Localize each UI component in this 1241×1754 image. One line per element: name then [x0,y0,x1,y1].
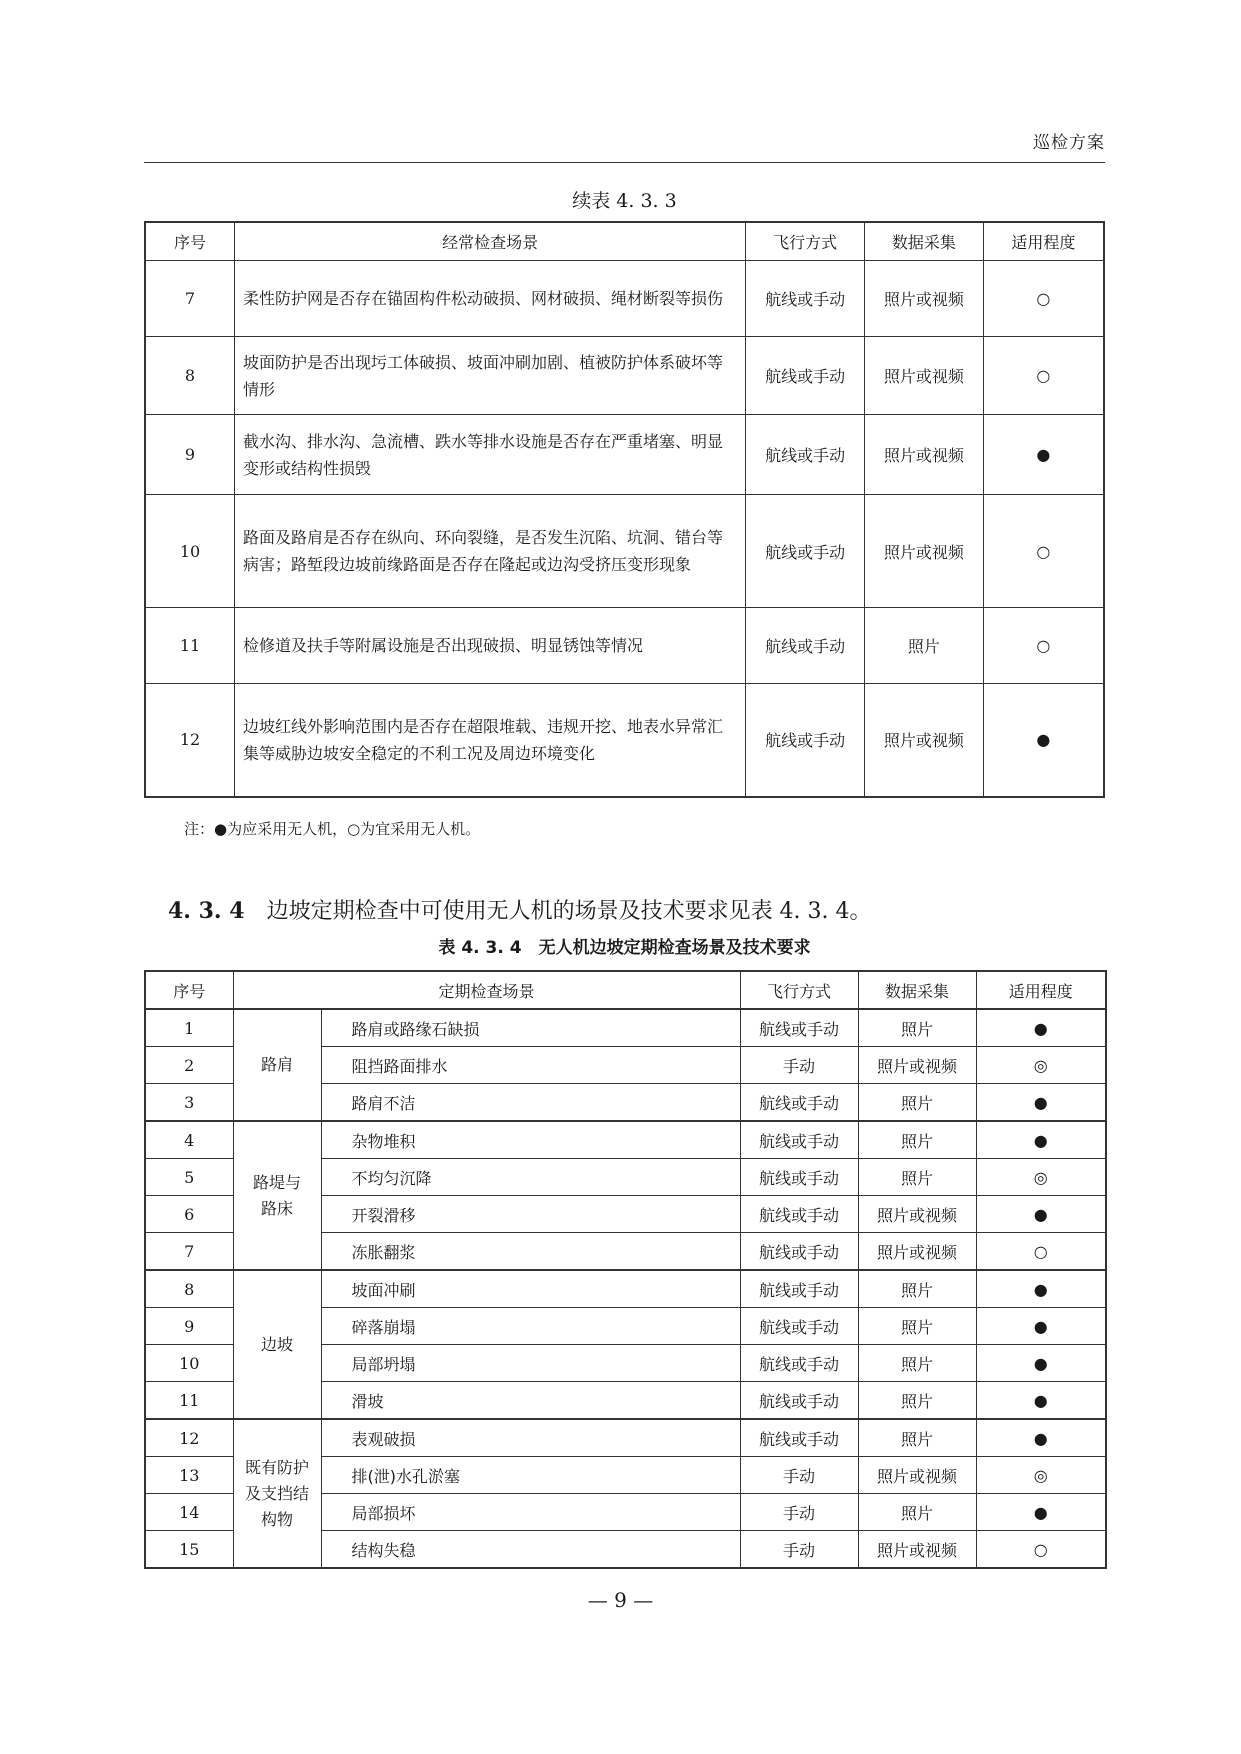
table1 [144,221,1105,798]
flight-mode: 手动 [740,1047,858,1084]
row-number: 2 [145,1047,233,1084]
flight-mode: 航线或手动 [746,608,865,684]
table-row [145,1121,1106,1159]
row-number: 10 [145,1345,233,1382]
flight-mode: 航线或手动 [740,1084,858,1122]
scene-description: 边坡红线外影响范围内是否存在超限堆载、违规开挖、地表水异常汇集等威胁边坡安全稳定的不利工况及周边环境变化 [235,684,746,797]
flight-mode: 航线或手动 [746,415,865,495]
table2 [144,970,1107,1569]
inspection-item: 局部坍塌 [321,1345,740,1382]
flight-mode: 航线或手动 [740,1419,858,1457]
table1-header-cell: 经常检查场景 [235,222,746,261]
applicability-symbol: ● [976,1419,1106,1457]
page-number: — 9 — [587,1588,654,1612]
scene-description: 路面及路肩是否存在纵向、环向裂缝，是否发生沉陷、坑洞、错台等病害；路堑段边坡前缘路面是否存在隆起或边沟受挤压变形现象 [235,495,746,608]
flight-mode: 手动 [740,1457,858,1494]
table-row [145,261,1104,337]
flight-mode: 航线或手动 [740,1308,858,1345]
table-row [145,684,1104,797]
data-collection: 照片 [858,1009,976,1047]
flight-mode: 航线或手动 [740,1382,858,1420]
row-number: 12 [145,1419,233,1457]
applicability-symbol: ○ [983,261,1104,337]
table-row [145,1009,1106,1047]
inspection-item: 不均匀沉降 [321,1159,740,1196]
inspection-item: 碎落崩塌 [321,1308,740,1345]
section-heading [168,894,872,925]
row-number: 9 [145,415,235,495]
table-row [145,1419,1106,1457]
data-collection: 照片 [858,1345,976,1382]
row-number: 8 [145,337,235,415]
applicability-symbol: ● [976,1196,1106,1233]
table-row [145,608,1104,684]
applicability-symbol: ● [976,1009,1106,1047]
flight-mode: 手动 [740,1531,858,1569]
flight-mode: 航线或手动 [746,684,865,797]
inspection-item: 路肩或路缘石缺损 [321,1009,740,1047]
flight-mode: 航线或手动 [740,1009,858,1047]
applicability-symbol: ● [976,1121,1106,1159]
section-text: 边坡定期检查中可使用无人机的场景及技术要求见表 4. 3. 4。 [266,899,872,924]
table2-header-cell: 适用程度 [976,971,1106,1009]
row-number: 10 [145,495,235,608]
row-number: 15 [145,1531,233,1569]
row-number: 11 [145,1382,233,1420]
running-header: 巡检方案 [1033,133,1105,153]
data-collection: 照片 [858,1270,976,1308]
inspection-item: 坡面冲刷 [321,1270,740,1308]
applicability-symbol: ◎ [976,1457,1106,1494]
group-label: 既有防护及支挡结构物 [233,1419,321,1568]
data-collection: 照片或视频 [865,684,984,797]
flight-mode: 手动 [740,1494,858,1531]
data-collection: 照片或视频 [858,1233,976,1271]
data-collection: 照片或视频 [858,1196,976,1233]
row-number: 4 [145,1121,233,1159]
applicability-symbol: ◎ [976,1047,1106,1084]
table1-header-row [145,222,1104,261]
row-number: 3 [145,1084,233,1122]
applicability-symbol: ○ [983,337,1104,415]
applicability-symbol: ● [976,1084,1106,1122]
data-collection: 照片 [865,608,984,684]
inspection-item: 路肩不洁 [321,1084,740,1122]
table1-note: 注：●为应采用无人机，○为宜采用无人机。 [184,820,481,838]
section-number: 4. 3. 4 [168,898,245,924]
table2-header-row [145,971,1106,1009]
group-label: 路堤与路床 [233,1121,321,1270]
row-number: 11 [145,608,235,684]
scene-description: 截水沟、排水沟、急流槽、跌水等排水设施是否存在严重堵塞、明显变形或结构性损毁 [235,415,746,495]
table2-header-cell: 飞行方式 [740,971,858,1009]
scene-description: 柔性防护网是否存在锚固构件松动破损、网材破损、绳材断裂等损伤 [235,261,746,337]
applicability-symbol: ● [983,684,1104,797]
applicability-symbol: ● [976,1270,1106,1308]
inspection-item: 局部损坏 [321,1494,740,1531]
row-number: 7 [145,1233,233,1271]
data-collection: 照片或视频 [865,495,984,608]
flight-mode: 航线或手动 [746,495,865,608]
inspection-item: 结构失稳 [321,1531,740,1569]
applicability-symbol: ○ [976,1531,1106,1569]
data-collection: 照片或视频 [858,1047,976,1084]
data-collection: 照片或视频 [865,337,984,415]
data-collection: 照片 [858,1084,976,1122]
table2-header-cell: 序号 [145,971,233,1009]
applicability-symbol: ○ [976,1233,1106,1271]
applicability-symbol: ● [983,415,1104,495]
table-row [145,415,1104,495]
table1-header-cell: 适用程度 [983,222,1104,261]
row-number: 12 [145,684,235,797]
inspection-item: 阻挡路面排水 [321,1047,740,1084]
applicability-symbol: ○ [983,495,1104,608]
applicability-symbol: ◎ [976,1159,1106,1196]
inspection-item: 滑坡 [321,1382,740,1420]
scene-description: 坡面防护是否出现圬工体破损、坡面冲刷加剧、植被防护体系破坏等情形 [235,337,746,415]
table2-caption: 表 4. 3. 4 无人机边坡定期检查场景及技术要求 [438,938,811,958]
row-number: 5 [145,1159,233,1196]
table2-header-cell: 数据采集 [858,971,976,1009]
scene-description: 检修道及扶手等附属设施是否出现破损、明显锈蚀等情况 [235,608,746,684]
data-collection: 照片 [858,1159,976,1196]
inspection-item: 排(泄)水孔淤塞 [321,1457,740,1494]
table1-header-cell: 序号 [145,222,235,261]
applicability-symbol: ● [976,1345,1106,1382]
flight-mode: 航线或手动 [740,1159,858,1196]
row-number: 1 [145,1009,233,1047]
data-collection: 照片或视频 [858,1531,976,1569]
data-collection: 照片 [858,1382,976,1420]
data-collection: 照片 [858,1121,976,1159]
flight-mode: 航线或手动 [740,1196,858,1233]
row-number: 14 [145,1494,233,1531]
flight-mode: 航线或手动 [740,1121,858,1159]
flight-mode: 航线或手动 [746,261,865,337]
table-row [145,337,1104,415]
table1-header-cell: 飞行方式 [746,222,865,261]
applicability-symbol: ○ [983,608,1104,684]
row-number: 7 [145,261,235,337]
table2-header-cell: 定期检查场景 [233,971,740,1009]
row-number: 9 [145,1308,233,1345]
table1-caption: 续表 4. 3. 3 [572,190,677,212]
data-collection: 照片或视频 [858,1457,976,1494]
applicability-symbol: ● [976,1494,1106,1531]
data-collection: 照片 [858,1419,976,1457]
table-row [145,1270,1106,1308]
applicability-symbol: ● [976,1308,1106,1345]
table1-header-cell: 数据采集 [865,222,984,261]
data-collection: 照片或视频 [865,415,984,495]
row-number: 6 [145,1196,233,1233]
data-collection: 照片 [858,1308,976,1345]
table-row [145,495,1104,608]
row-number: 8 [145,1270,233,1308]
flight-mode: 航线或手动 [740,1270,858,1308]
inspection-item: 表观破损 [321,1419,740,1457]
group-label: 路肩 [233,1009,321,1121]
flight-mode: 航线或手动 [740,1233,858,1271]
flight-mode: 航线或手动 [740,1345,858,1382]
group-label: 边坡 [233,1270,321,1419]
row-number: 13 [145,1457,233,1494]
data-collection: 照片或视频 [865,261,984,337]
header-rule [144,162,1105,163]
inspection-item: 杂物堆积 [321,1121,740,1159]
applicability-symbol: ● [976,1382,1106,1420]
flight-mode: 航线或手动 [746,337,865,415]
inspection-item: 冻胀翻浆 [321,1233,740,1271]
inspection-item: 开裂滑移 [321,1196,740,1233]
data-collection: 照片 [858,1494,976,1531]
